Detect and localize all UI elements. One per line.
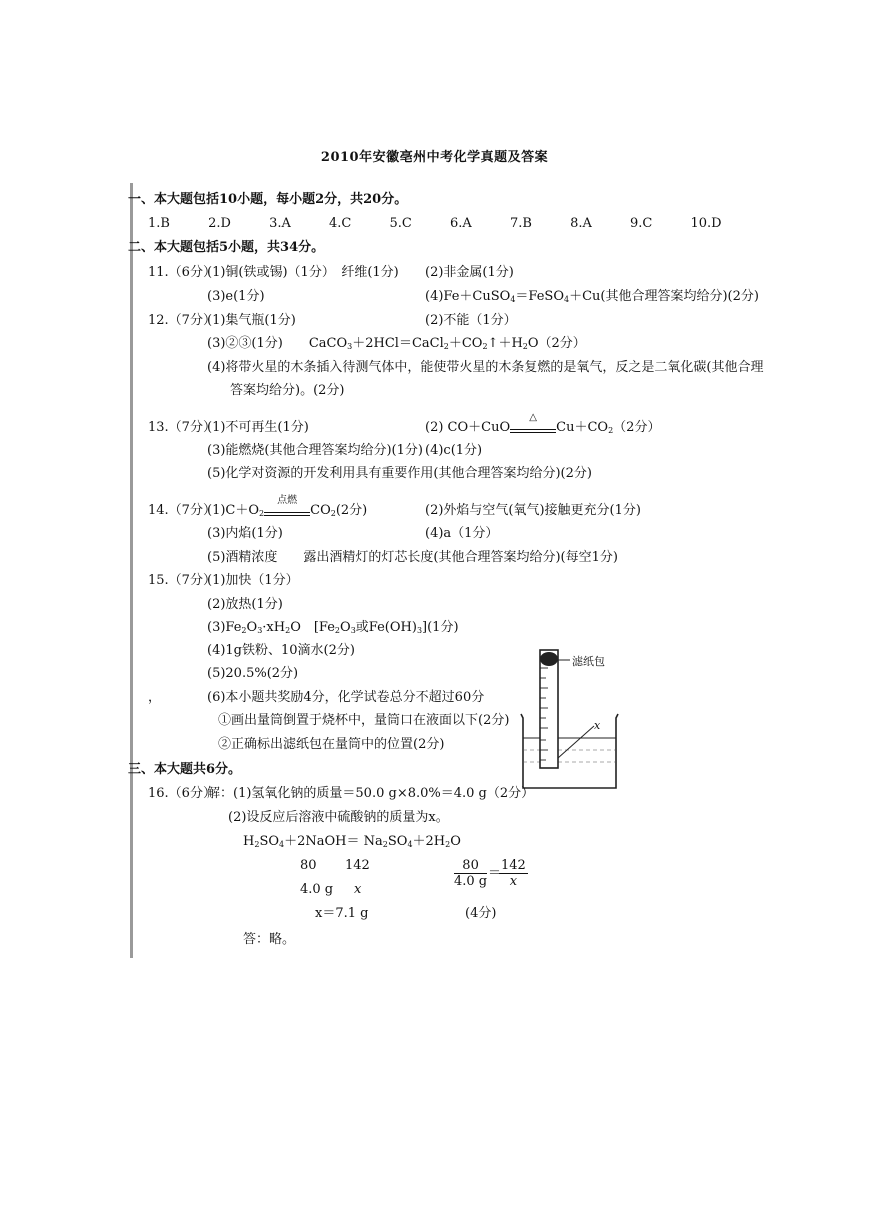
q16-solve-line1: 解：(1)氢氧化钠的质量＝50.0 g×8.0%＝4.0 g（2分） (207, 786, 535, 801)
q14-number: 14.（7分） (148, 503, 216, 518)
q14-answer-1: $(1)C+O_2$ 点燃 $CO_2(2$分) (207, 495, 368, 518)
q13-answer-3: (3)能燃烧(其他合理答案均给分)(1分) (207, 443, 423, 458)
q15-answer-2: (2)放热(1分) (207, 597, 283, 612)
answer-4: 4.C (329, 216, 352, 231)
answer-5: 5.C (389, 216, 412, 231)
q13-number: 13.（7分） (148, 420, 216, 435)
q12-answer-1: (1)集气瓶(1分) (207, 313, 296, 328)
q14-answer-5: (5)酒精浓度 露出酒精灯的灯芯长度(其他合理答案均给分)(每空1分) (207, 550, 618, 565)
q16-result: x＝7.1 g (315, 906, 369, 921)
q13-answer-2: (2) CO＋CuO △ $Cu+CO_2(2$分） (425, 412, 661, 435)
section1-heading: 一、本大题包括10小题，每小题2分，共20分。 (128, 192, 408, 207)
q11-answer-2: (2)非金属(1分) (425, 265, 514, 280)
q15-answer-1: (1)加快（1分） (207, 573, 299, 588)
q16-molar-mass-2: 142 (345, 858, 370, 873)
q14-answer-2: (2)外焰与空气(氧气)接触更充分(1分) (425, 503, 641, 518)
q16-mass-given: 4.0 g (300, 882, 334, 897)
q15-answer-6-1: ①画出量筒倒置于烧杯中，量筒口在液面以下(2分) (218, 713, 510, 728)
q16-equation: $H_2SO_4+2NaOH= Na_2SO_4+2H_2O$ (243, 834, 461, 849)
q16-fraction-right: $\frac{142}{x}$ (501, 858, 526, 889)
q11-number: 11.（6分） (148, 265, 216, 280)
section3-heading: 三、本大题共6分。 (128, 762, 242, 777)
q16-answer: 答：略。 (243, 932, 296, 947)
q12-answer-4-line1: (4)将带火星的木条插入待测气体中，能使带火星的木条复燃的是氧气，反之是二氧化碳(其他合理 (207, 360, 764, 375)
q15-answer-3: $(3)Fe_2O_3\cdot xH_2O$ [$Fe_2O_3$或$Fe(OH)_3](1$分) (207, 620, 459, 635)
q15-answer-4: (4)1g铁粉、10滴水(2分) (207, 643, 355, 658)
q12-answer-3: (3)②③(1分) $CaCO_3+2HCl=CaCl_2+CO_2↑+H_2O(2$分） (207, 336, 586, 351)
stray-mark: ， (148, 690, 162, 705)
q13-answer-5: (5)化学对资源的开发利用具有重要作用(其他合理答案均给分)(2分) (207, 466, 592, 481)
q16-number: 16.（6分） (148, 786, 216, 801)
q16-fraction-left: $\frac{80}{4.0 g}$ (454, 858, 488, 889)
q16-mass-unknown: x (354, 882, 362, 897)
section2-heading: 二、本大题包括5小题，共34分。 (128, 240, 325, 255)
document-title: 2010年安徽亳州中考化学真题及答案 (320, 150, 549, 165)
q11-answer-3: (3)e(1分) (207, 289, 265, 304)
scan-edge (130, 183, 133, 958)
answer-6: 6.A (450, 216, 472, 231)
q14-answer-3: (3)内焰(1分) (207, 526, 283, 541)
answer-7: 7.B (509, 216, 532, 231)
answer-1: 1.B (148, 216, 170, 231)
q13-answer-4: (4)c(1分) (425, 443, 483, 458)
answer-2: 2.D (208, 216, 231, 231)
q15-answer-5: (5)20.5%(2分) (207, 666, 299, 681)
q12-answer-2: (2)不能（1分） (425, 313, 517, 328)
answer-9: 9.C (630, 216, 653, 231)
q11-answer-1: (1)铜(铁或锡)（1分） 纤维(1分) (207, 265, 399, 280)
q12-number: 12.（7分） (148, 313, 216, 328)
answer-10: 10.D (690, 216, 722, 231)
q16-score: (4分) (465, 906, 497, 921)
q15-answer-6-2: ②正确标出滤纸包在量筒中的位置(2分) (218, 737, 445, 752)
diagram-label-filter-paper: 滤纸包 (572, 655, 605, 668)
section1-answers (148, 216, 756, 232)
q16-molar-mass-1: 80 (300, 858, 317, 873)
q15-number: 15.（7分） (148, 573, 216, 588)
diagram-label-x: x (594, 719, 601, 732)
q13-answer-1: (1)不可再生(1分) (207, 420, 309, 435)
q12-answer-4-line2: 答案均给分)。(2分) (230, 383, 345, 398)
q16-fraction-equals: ＝ (488, 866, 502, 881)
q14-answer-4: (4)a（1分） (425, 526, 499, 541)
answer-3: 3.A (269, 216, 291, 231)
q11-answer-4: (4)Fe＋CuSO$_4$＝FeSO$_4$＋Cu(其他合理答案均给分)(2分) (425, 289, 759, 304)
answer-8: 8.A (570, 216, 592, 231)
q15-answer-6: (6)本小题共奖励4分，化学试卷总分不超过60分 (207, 690, 485, 705)
q16-solve-line2: (2)设反应后溶液中硫酸钠的质量为x。 (228, 810, 449, 825)
